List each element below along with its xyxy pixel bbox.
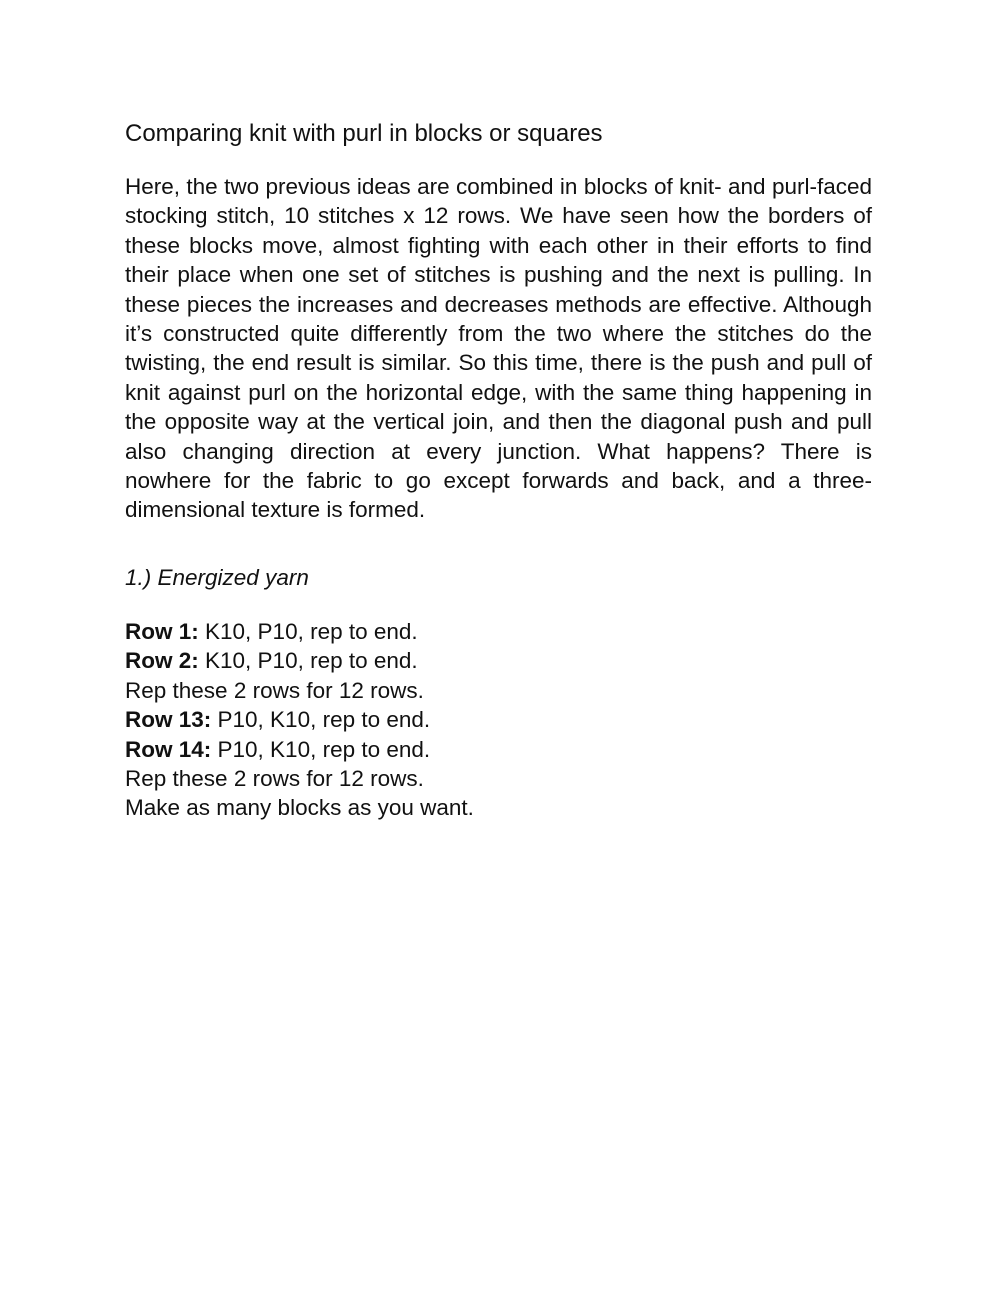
row-label: Row 1: (125, 618, 199, 644)
row-instruction: P10, K10, rep to end. (211, 707, 431, 733)
body-paragraph: Here, the two previous ideas are combined in blocks of knit- and purl-faced stocking stitch, 10 stitches x 12 rows. We have seen how the borders of these blocks move, almost fighting with each other in their efforts to find their place when one set of stitches is pushing and the next is pulling. In these pieces the increases and decreases methods are effective. Although it’s constructed quite differently from the two where the stitches do the twisting, the end result is similar. So this time, there is the push and pull of knit against purl on the horizontal edge, with the same thing happening in the opposite way at the vertical join, and then the diagonal push and pull also changing direction at every junction. What happens? There is nowhere for the fabric to go except forwards and back, and a three-dimensional texture is formed. (125, 174, 872, 523)
instruction-line (125, 793, 872, 822)
instruction-line (125, 764, 872, 793)
instruction-line (125, 735, 872, 764)
row-instruction: Rep these 2 rows for 12 rows. (125, 677, 424, 703)
row-instruction: Rep these 2 rows for 12 rows. (125, 765, 424, 791)
instruction-line (125, 646, 872, 675)
instruction-line (125, 617, 872, 646)
row-instruction: K10, P10, rep to end. (198, 618, 418, 644)
row-instruction: P10, K10, rep to end. (211, 736, 431, 762)
instruction-line (125, 676, 872, 705)
instruction-line (125, 705, 872, 734)
row-label: Row 13: (125, 707, 212, 733)
page-title: Comparing knit with purl in blocks or squares (125, 120, 603, 147)
document-content (125, 118, 872, 823)
row-instruction: K10, P10, rep to end. (198, 648, 418, 674)
section-heading: 1.) Energized yarn (125, 564, 309, 590)
row-instruction: Make as many blocks as you want. (125, 795, 474, 821)
instruction-list (125, 617, 872, 823)
row-label: Row 2: (125, 648, 199, 674)
row-label: Row 14: (125, 736, 212, 762)
